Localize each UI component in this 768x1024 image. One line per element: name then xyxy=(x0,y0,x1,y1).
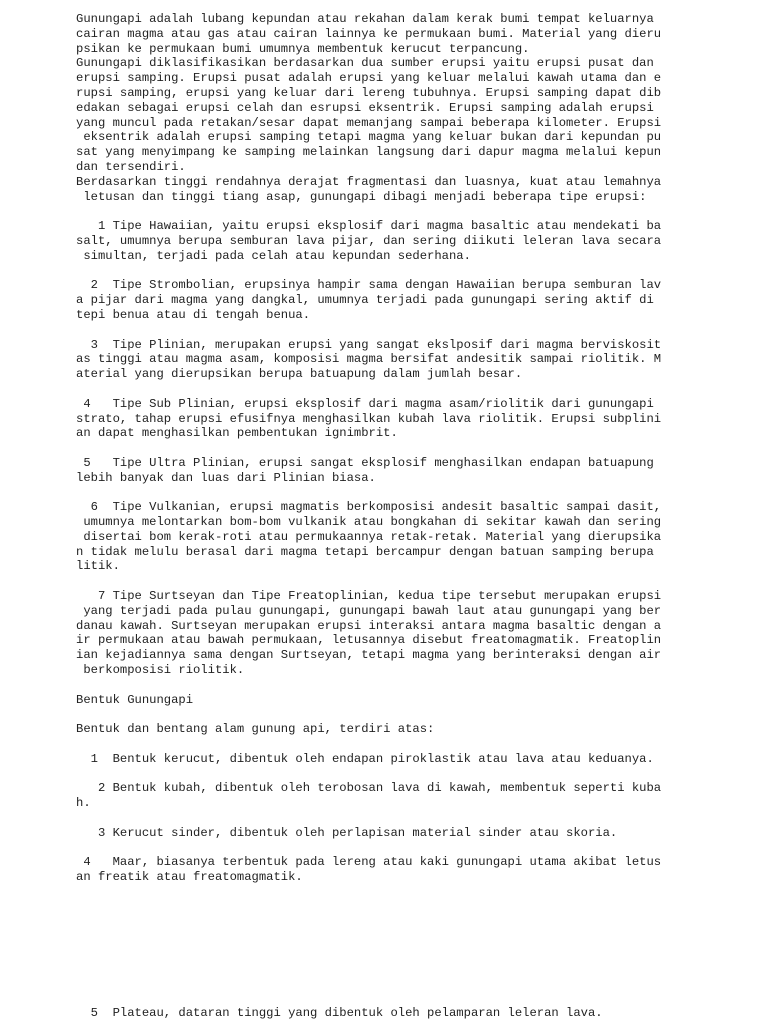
text-line: as tinggi atau magma asam, komposisi magma bersifat andesitik sampai riolitik. M xyxy=(76,352,662,367)
text-line: salt, umumnya berupa semburan lava pijar, dan sering diikuti leleran lava secara xyxy=(76,233,662,248)
landform-5 xyxy=(76,1006,696,1021)
text-line: 3 Tipe Plinian, merupakan erupsi yang sangat ekslposif dari magma berviskosit xyxy=(76,337,662,352)
text-line: aterial yang dierupsikan berupa batuapung dalam jumlah besar. xyxy=(76,367,523,382)
text-line: ian kejadiannya sama dengan Surtseyan, tetapi magma yang berinteraksi dengan air xyxy=(76,648,662,663)
paragraph-gap xyxy=(76,767,696,782)
landform-2 xyxy=(76,781,696,811)
paragraph-gap xyxy=(76,486,696,501)
landform-4 xyxy=(76,855,696,885)
text-line: sat yang menyimpang ke samping melainkan langsung dari dapur magma melalui kepun xyxy=(76,145,662,160)
text-line: 6 Tipe Vulkanian, erupsi magmatis berkomposisi andesit basaltic sampai dasit, xyxy=(76,500,662,515)
paragraph-gap xyxy=(76,323,696,338)
text-line: strato, tahap erupsi efusifnya menghasilkan kubah lava riolitik. Erupsi subplini xyxy=(76,411,662,426)
text-line: Gunungapi diklasifikasikan berdasarkan dua sumber erupsi yaitu erupsi pusat dan xyxy=(76,56,654,71)
paragraph-gap xyxy=(76,441,696,456)
text-line: rupsi samping, erupsi yang keluar dari lereng tubuhnya. Erupsi samping dapat dib xyxy=(76,85,662,100)
eruption-type-4 xyxy=(76,397,696,441)
text-line: disertai bom kerak-roti atau permukaannya retak-retak. Material yang dierupsika xyxy=(76,529,662,544)
text-line: dan tersendiri. xyxy=(76,159,186,174)
text-line: 5 Plateau, dataran tinggi yang dibentuk oleh pelamparan leleran lava. xyxy=(76,1006,603,1020)
text-line: ir permukaan atau bawah permukaan, letusannya disebut freatomagmatik. Freatoplin xyxy=(76,633,662,648)
paragraph-gap xyxy=(76,204,696,219)
text-line: erupsi samping. Erupsi pusat adalah erupsi yang keluar melalui kawah utama dan e xyxy=(76,71,662,86)
text-line: lebih banyak dan luas dari Plinian biasa. xyxy=(76,470,376,485)
text-line: tepi benua atau di tengah benua. xyxy=(76,307,311,322)
section-heading xyxy=(76,693,696,708)
text-line: 5 Tipe Ultra Plinian, erupsi sangat eksplosif menghasilkan endapan batuapung xyxy=(76,455,654,470)
text-line: edakan sebagai erupsi celah dan esrupsi eksentrik. Erupsi samping adalah erupsi xyxy=(76,100,654,115)
paragraph-gap xyxy=(76,841,696,856)
paragraph-gap xyxy=(76,811,696,826)
eruption-type-7 xyxy=(76,589,696,678)
text-line: 4 Maar, biasanya terbentuk pada lereng atau kaki gunungapi utama akibat letus xyxy=(76,855,662,870)
eruption-type-1 xyxy=(76,219,696,263)
paragraph-gap xyxy=(76,678,696,693)
text-line: 2 Tipe Strombolian, erupsinya hampir sama dengan Hawaiian berupa semburan lav xyxy=(76,278,662,293)
text-line: h. xyxy=(76,796,91,811)
text-line: an dapat menghasilkan pembentukan ignimbrit. xyxy=(76,426,398,441)
text-line: 4 Tipe Sub Plinian, erupsi eksplosif dari magma asam/riolitik dari gunungapi xyxy=(76,396,654,411)
text-line: berkomposisi riolitik. xyxy=(76,663,245,678)
eruption-type-5 xyxy=(76,456,696,486)
landform-intro xyxy=(76,722,696,737)
paragraph-gap xyxy=(76,264,696,279)
text-line: 1 Bentuk kerucut, dibentuk oleh endapan piroklastik atau lava atau keduanya. xyxy=(76,751,654,766)
paragraph-gap xyxy=(76,737,696,752)
text-line: letusan dan tinggi tiang asap, gunungapi dibagi menjadi beberapa tipe erupsi: xyxy=(76,189,647,204)
text-line: 2 Bentuk kubah, dibentuk oleh terobosan lava di kawah, membentuk seperti kuba xyxy=(76,781,662,796)
eruption-type-2 xyxy=(76,278,696,322)
text-line: 7 Tipe Surtseyan dan Tipe Freatoplinian, kedua tipe tersebut merupakan erupsi xyxy=(76,589,662,604)
text-line: 1 Tipe Hawaiian, yaitu erupsi eksplosif dari magma basaltic atau mendekati ba xyxy=(76,219,662,234)
document-body xyxy=(76,12,696,885)
intro-paragraph xyxy=(76,12,696,204)
text-line: danau kawah. Surtseyan merupakan erupsi interaksi antara magma basaltic dengan a xyxy=(76,618,662,633)
eruption-type-6 xyxy=(76,500,696,574)
text-line: yang muncul pada retakan/sesar dapat memanjang sampai beberapa kilometer. Erupsi xyxy=(76,115,662,130)
text-line: cairan magma atau gas atau cairan lainnya ke permukaan bumi. Material yang dieru xyxy=(76,26,662,41)
text-line: Bentuk Gunungapi xyxy=(76,692,194,707)
text-line: 3 Kerucut sinder, dibentuk oleh perlapisan material sinder atau skoria. xyxy=(76,825,618,840)
text-line: eksentrik adalah erupsi samping tetapi magma yang keluar bukan dari kepundan pu xyxy=(76,130,662,145)
text-line: n tidak melulu berasal dari magma tetapi bercampur dengan batuan samping berupa xyxy=(76,544,654,559)
text-line: an freatik atau freatomagmatik. xyxy=(76,870,303,885)
paragraph-gap xyxy=(76,574,696,589)
text-line: Bentuk dan bentang alam gunung api, terdiri atas: xyxy=(76,722,435,737)
text-line: yang terjadi pada pulau gunungapi, gunungapi bawah laut atau gunungapi yang ber xyxy=(76,603,662,618)
text-line: a pijar dari magma yang dangkal, umumnya terjadi pada gunungapi sering aktif di xyxy=(76,293,654,308)
text-line: simultan, terjadi pada celah atau kepundan sederhana. xyxy=(76,248,471,263)
text-line: litik. xyxy=(76,559,120,574)
text-line: Gunungapi adalah lubang kepundan atau rekahan dalam kerak bumi tempat keluarnya xyxy=(76,12,654,26)
paragraph-gap xyxy=(76,382,696,397)
text-line: umumnya melontarkan bom-bom vulkanik atau bongkahan di sekitar kawah dan sering xyxy=(76,515,662,530)
eruption-type-3 xyxy=(76,338,696,382)
paragraph-gap xyxy=(76,707,696,722)
text-line: psikan ke permukaan bumi umumnya membentuk kerucut terpancung. xyxy=(76,41,530,56)
landform-3 xyxy=(76,826,696,841)
text-line: Berdasarkan tinggi rendahnya derajat fragmentasi dan luasnya, kuat atau lemahnya xyxy=(76,174,662,189)
landform-1 xyxy=(76,752,696,767)
